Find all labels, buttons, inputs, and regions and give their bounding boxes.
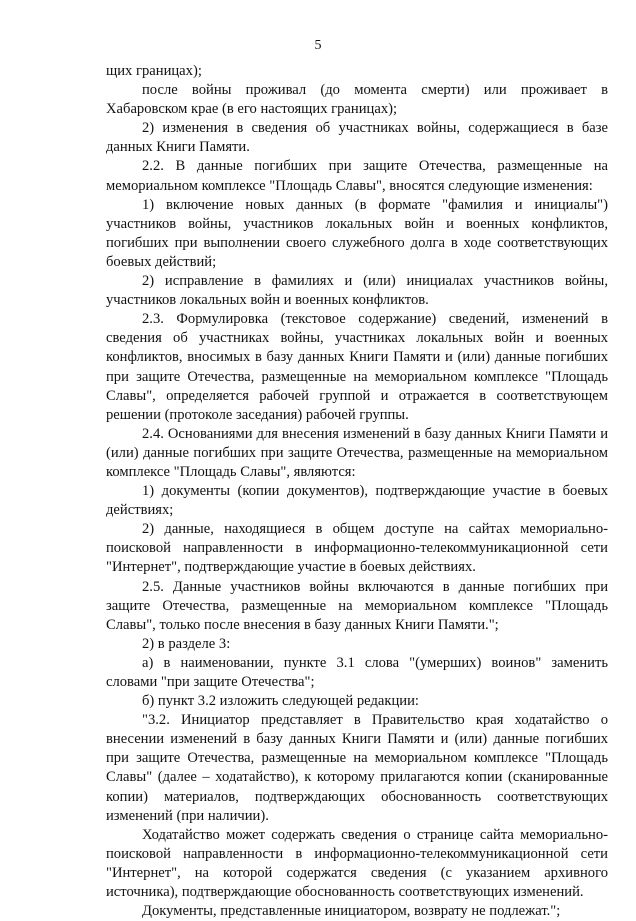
paragraph-11: 2.5. Данные участников войны включаются в данные погибших при защите Отечества, размещенные на мемориальном комплексе "Площадь Славы", только после внесения в базу данных Книги Памяти.";: [106, 578, 608, 633]
paragraph-15: "3.2. Инициатор представляет в Правительство края ходатайство о внесении изменений в базу данных Книги Памяти и (или) данные погибших при защите Отечества, размещенные на мемориальном комплексе "Площадь Славы" (далее – ходатайство), к которому прилагаются копии (сканированные копии) материалов, подтверждающих обоснованность соответствующих изменений (при наличии).: [106, 712, 608, 824]
document-body: [106, 62, 608, 921]
paragraph-3: 2) изменения в сведения об участниках войны, содержащиеся в базе данных Книги Памяти.: [106, 120, 608, 156]
page-number: 5: [314, 38, 322, 53]
paragraph-4: 2.2. В данные погибших при защите Отечества, размещенные на мемориальном комплексе "Площадь Славы", вносятся следующие изменения:: [106, 158, 608, 194]
paragraph-16: Ходатайство может содержать сведения о странице сайта мемориально-поисковой направленности в информационно-телекоммуникационной сети "Интернет", на которой содержатся сведения (с указанием архивного источника), подтверждающие обоснованность соответствующих изменений.: [106, 826, 608, 901]
paragraph-10: 2) данные, находящиеся в общем доступе на сайтах мемориально-поисковой направленности в информационно-телекоммуникационной сети "Интернет", подтверждающие участие в боевых действиях.: [106, 521, 608, 576]
paragraph-2: после войны проживал (до момента смерти) или проживает в Хабаровском крае (в его настоящих границах);: [106, 82, 608, 118]
paragraph-9: 1) документы (копии документов), подтверждающие участие в боевых действиях;: [106, 483, 608, 519]
paragraph-12: 2) в разделе 3:: [142, 635, 231, 652]
paragraph-17: Документы, представленные инициатором, возврату не подлежат.";: [142, 903, 561, 920]
paragraph-8: 2.4. Основаниями для внесения изменений в базу данных Книги Памяти и (или) данные погибших при защите Отечества, размещенные на мемориальном комплексе "Площадь Славы", являются:: [106, 425, 608, 480]
paragraph-1: щих границах);: [106, 63, 202, 79]
paragraph-5: 1) включение новых данных (в формате "фамилия и инициалы") участников войны, участников локальных войн и военных конфликтов, погибших при выполнении своего служебного долга в ходе соответствующих боевых действий;: [106, 196, 608, 270]
paragraph-7: 2.3. Формулировка (текстовое содержание) сведений, изменений в сведения об участниках войны, участниках локальных войн и военных конфликтов, вносимых в базу данных Книги Памяти и (или) данные погибших при защите Отечества, размещенные на мемориальном комплексе "Площадь Славы", определяется рабочей группой и отражается в соответствующем решении (протоколе заседания) рабочей группы.: [106, 311, 608, 423]
paragraph-6: 2) исправление в фамилиях и (или) инициалах участников войны, участников локальных войн и военных конфликтов.: [106, 273, 608, 309]
paragraph-13: а) в наименовании, пункте 3.1 слова "(умерших) воинов" заменить словами "при защите Отечества";: [106, 654, 608, 690]
paragraph-14: б) пункт 3.2 изложить следующей редакции:: [142, 693, 419, 710]
